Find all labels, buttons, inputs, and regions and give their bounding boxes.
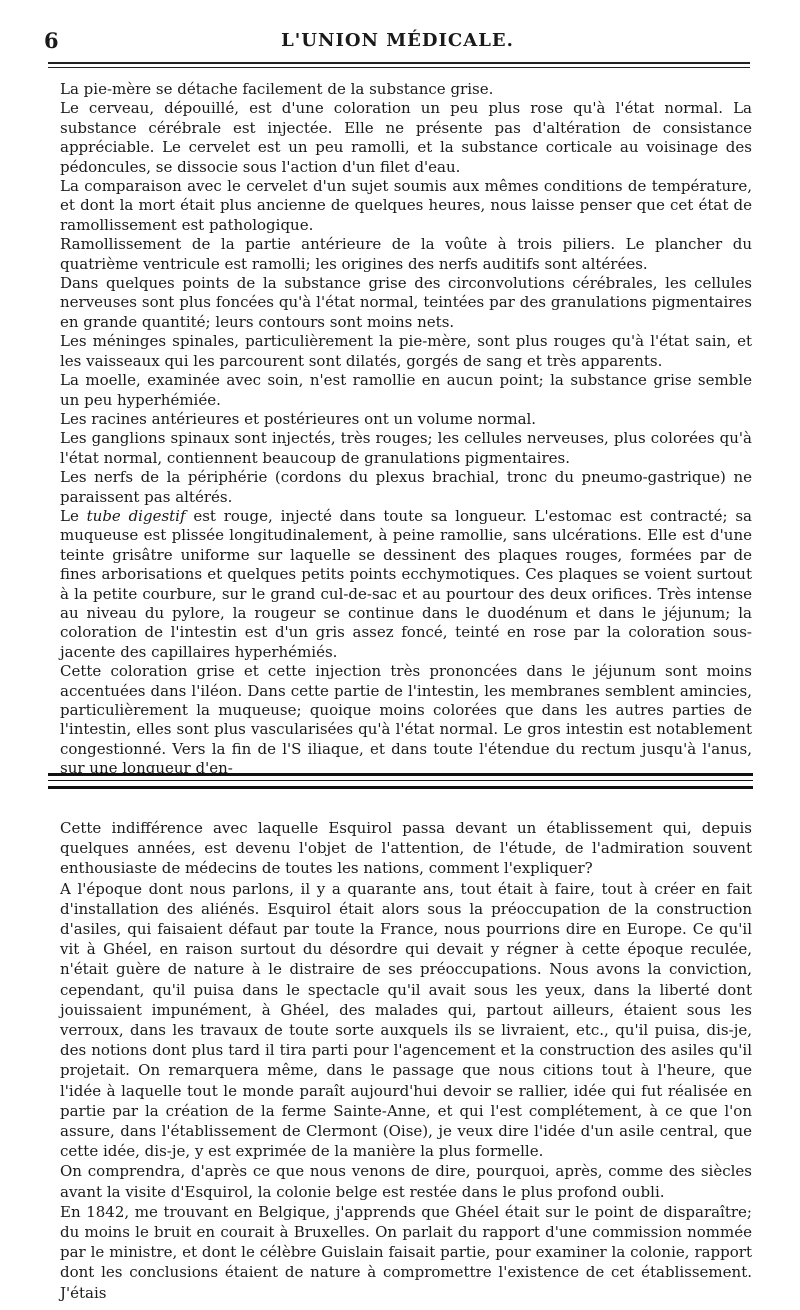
paragraph: Les nerfs de la périphérie (cordons du plexus brachial, tronc du pneumo-gastrique) ne paraissent pas altérés.	[60, 468, 752, 506]
paragraph: En 1842, me trouvant en Belgique, j'apprends que Ghéel était sur le point de disparaître; du moins le bruit en courait à Bruxelles. On parlait du rapport d'une commission nommée par le ministre, et dont le célèbre Guislain faisait partie, pour examiner la colonie, rapport dont les conclusions étaient de nature à compromettre l'existence de cet établissement. J'étais	[60, 1202, 752, 1302]
section-separator-thin	[48, 780, 753, 781]
paragraph: Ramollissement de la partie antérieure de la voûte à trois piliers. Le plancher du quatrième ventricule est ramolli; les origines des nerfs auditifs sont altérées.	[60, 235, 752, 273]
tube-italic-term: tube digestif	[86, 506, 186, 525]
page-number: 6	[44, 28, 59, 53]
header-rule-thin	[48, 67, 750, 68]
section-separator-bottom	[48, 786, 753, 789]
feuilleton-body	[60, 818, 752, 1303]
running-title: L'UNION MÉDICALE.	[281, 30, 514, 51]
paragraph: Le cerveau, dépouillé, est d'une coloration un peu plus rose qu'à l'état normal. La substance cérébrale est injectée. Elle ne présente pas d'altération de consistance appréciable. Le cervelet est un peu ramolli, et la substance corticale au voisinage des pédoncules, se dissocie sous l'action d'un filet d'eau.	[60, 99, 752, 176]
paragraph: Cette coloration grise et cette injection très prononcées dans le jéjunum sont moins accentuées dans l'iléon. Dans cette partie de l'intestin, les membranes semblent amincies, particulièrement la muqueuse; quoique moins colorées que dans les autres parties de l'intestin, elles sont plus vascularisées qu'à l'état normal. Le gros intestin est notablement congestionné. Vers la fin de l'S iliaque, et dans toute l'étendue du rectum jusqu'à l'anus, sur une longueur d'en-	[60, 662, 752, 778]
tube-rest: est rouge, injecté dans toute sa longueur. L'estomac est contracté; sa muqueuse est plissée longitudinalement, à peine ramollie, sans ulcérations. Elle est d'une teinte grisâtre uniforme sur laquelle se dessinent des plaques rouges, formées par de fines arborisations et quelques petits points ecchymotiques. Ces plaques se voient surtout à la petite courbure, sur le grand cul-de-sac et au pourtour des deux orifices. Très intense au niveau du pylore, la rougeur se continue dans le duodénum et dans le jéjunum; la coloration de l'intestin est d'un gris assez foncé, teinté en rose par la coloration sous-jacente des capillaires hyperhémiés.	[60, 506, 752, 661]
paragraph: La moelle, examinée avec soin, n'est ramollie en aucun point; la substance grise semble un peu hyperhémiée.	[60, 371, 752, 409]
paragraph: Les ganglions spinaux sont injectés, très rouges; les cellules nerveuses, plus colorées qu'à l'état normal, contiennent beaucoup de granulations pigmentaires.	[60, 429, 752, 467]
paragraph: Les racines antérieures et postérieures ont un volume normal.	[60, 409, 537, 428]
paragraph: On comprendra, d'après ce que nous venons de dire, pourquoi, après, comme des siècles avant la visite d'Esquirol, la colonie belge est restée dans le plus profond oubli.	[60, 1162, 752, 1201]
paragraph: Cette indifférence avec laquelle Esquirol passa devant un établissement qui, depuis quelques années, est devenu l'objet de l'attention, de l'étude, de l'admiration souvent enthousiaste de médecins de toutes les nations, comment l'expliquer?	[60, 819, 752, 878]
header-rule	[48, 62, 750, 64]
paragraph-tube-digestif	[60, 507, 752, 662]
paragraph: La comparaison avec le cervelet d'un sujet soumis aux mêmes conditions de température, et dont la mort était plus ancienne de quelques heures, nous laisse penser que cet état de ramollissement est pathologique.	[60, 177, 752, 234]
paragraph: Dans quelques points de la substance grise des circonvolutions cérébrales, les cellules nerveuses sont plus foncées qu'à l'état normal, teintées par des granulations pigmentaires en grande quantité; leurs contours sont moins nets.	[60, 274, 752, 331]
paragraph: Les méninges spinales, particulièrement la pie-mère, sont plus rouges qu'à l'état sain, et les vaisseaux qui les parcourent sont dilatés, gorgés de sang et très apparents.	[60, 332, 752, 370]
article-body	[60, 80, 752, 779]
paragraph: La pie-mère se détache facilement de la substance grise.	[60, 80, 494, 98]
tube-lead: Le	[60, 506, 87, 525]
section-separator	[48, 773, 753, 776]
paragraph: A l'époque dont nous parlons, il y a quarante ans, tout était à faire, tout à créer en fait d'installation des aliénés. Esquirol était alors sous la préoccupation de la construction d'asiles, qui faisaient défaut par toute la France, nous pourrions dire en Europe. Ce qu'il vit à Ghéel, en raison surtout du désordre qui devait y régner à cette époque reculée, n'était guère de nature à le distraire de ses préoccupations. Nous avons la conviction, cependant, qu'il puisa dans le spectacle qu'il avait sous les yeux, dans la liberté dont jouissaient impunément, à Ghéel, des malades qui, partout ailleurs, étaient sous les verroux, dans les travaux de toute sorte auxquels ils se livraient, etc., qu'il puisa, dis-je, des notions dont plus tard il tira parti pour l'agencement et la construction des asiles qu'il projetait. On remarquera même, dans le passage que nous citions tout à l'heure, que l'idée à laquelle tout le monde paraît aujourd'hui devoir se rallier, idée qui fut réalisée en partie par la création de la ferme Sainte-Anne, et qui l'est complétement, à ce que l'on assure, dans l'établissement de Clermont (Oise), je veux dire l'idée d'un asile central, que cette idée, dis-je, y est exprimée de la manière la plus formelle.	[60, 879, 752, 1161]
page-header	[40, 28, 755, 54]
